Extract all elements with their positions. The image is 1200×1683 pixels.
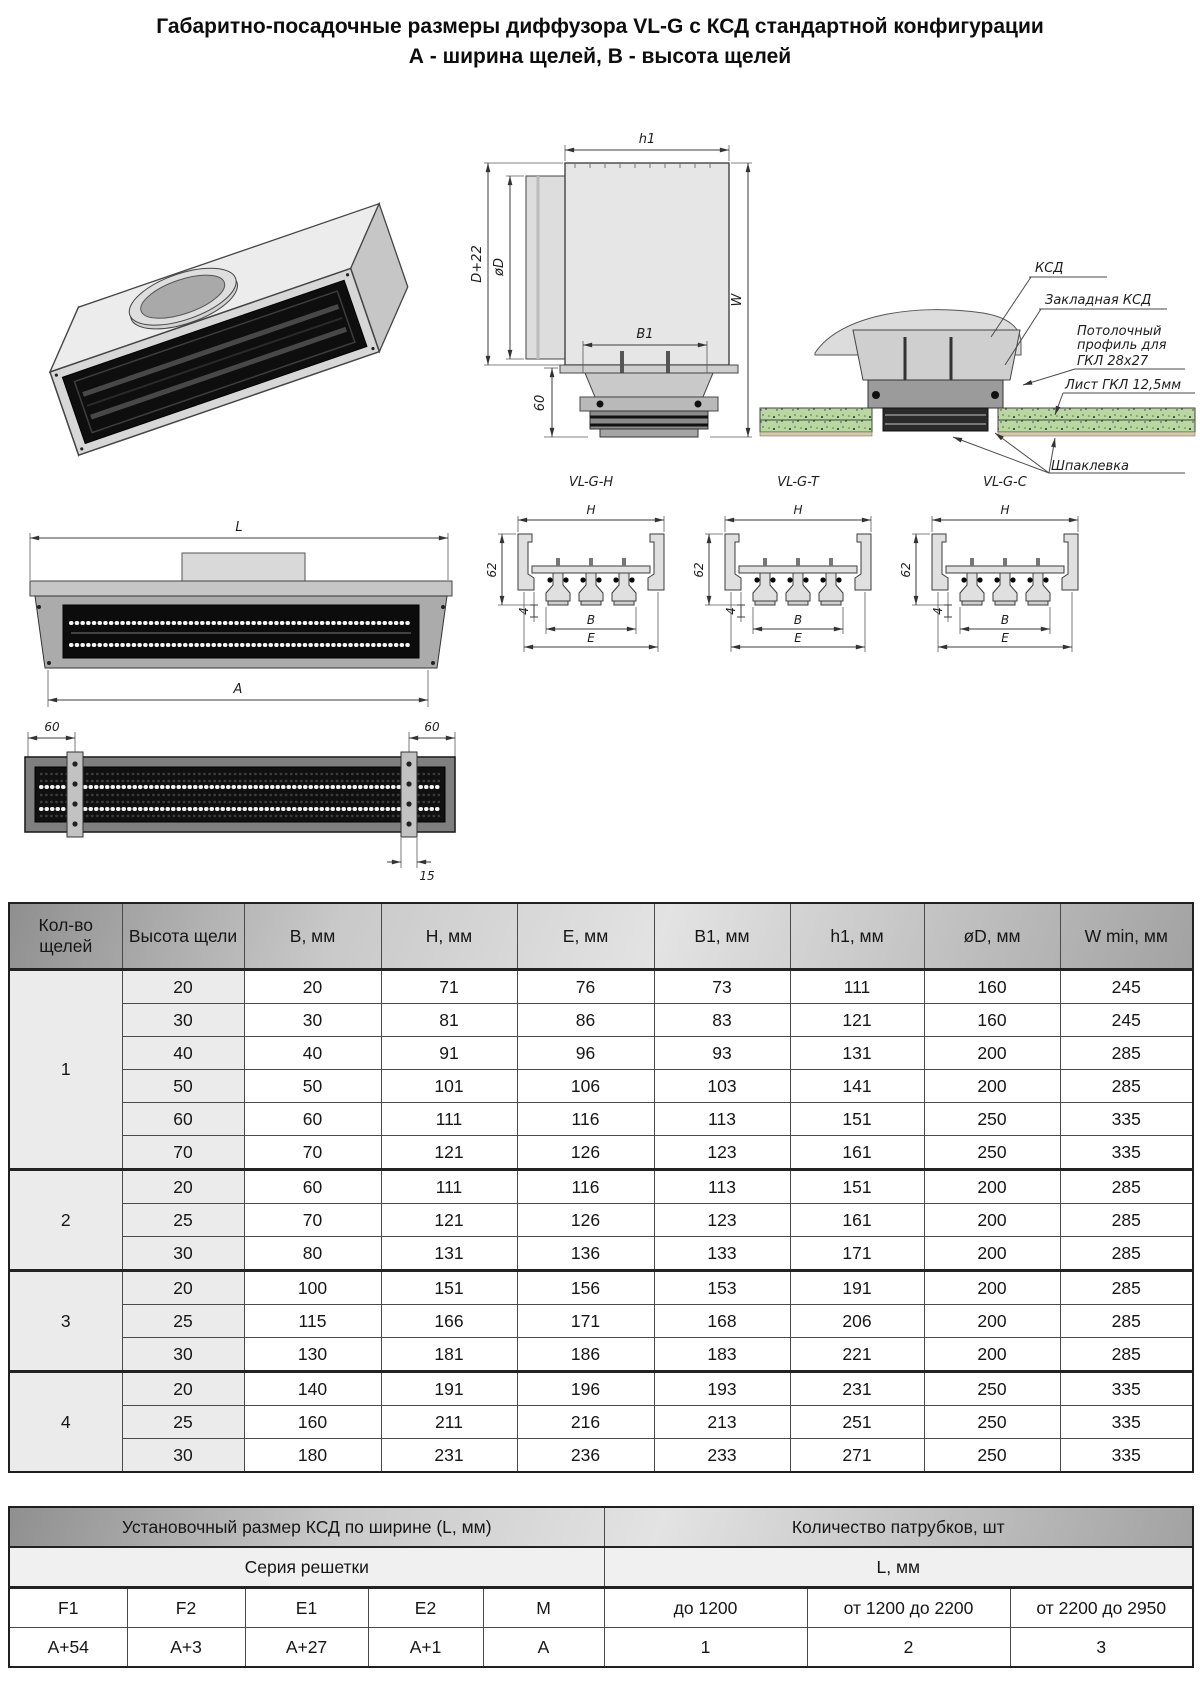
svg-text:B: B [1000, 613, 1010, 627]
header-e: E, мм [517, 903, 654, 970]
dimensions-table [8, 902, 1194, 1473]
dim-label-h1: h1 [638, 132, 656, 147]
value-cell: 133 [654, 1237, 790, 1271]
value-cell: 250 [924, 1372, 1060, 1406]
callout-profile-3: ГКЛ 28х27 [1077, 354, 1149, 369]
svg-text:4: 4 [724, 607, 738, 615]
value-cell: 251 [790, 1406, 924, 1439]
value-cell: 81 [381, 1004, 517, 1037]
value-cell: 171 [790, 1237, 924, 1271]
value-cell: 76 [517, 970, 654, 1004]
main-table-body [9, 970, 1193, 1473]
header-slot-count: Кол-во щелей [9, 903, 122, 970]
value-cell: 200 [924, 1204, 1060, 1237]
svg-text:B: B [793, 613, 803, 627]
value-cell: 160 [924, 1004, 1060, 1037]
callout-putty: Шпаклевка [1051, 459, 1130, 474]
value-cell: 80 [244, 1237, 381, 1271]
value-cell: 86 [517, 1004, 654, 1037]
value-cell: 250 [924, 1439, 1060, 1473]
value-cell: 106 [517, 1070, 654, 1103]
series-col-f1: F1 [9, 1588, 127, 1628]
dim-label-15: 15 [419, 869, 435, 883]
svg-text:H: H [793, 503, 803, 517]
count-val-2: 2 [807, 1628, 1010, 1668]
value-cell: 200 [924, 1271, 1060, 1305]
svg-text:4: 4 [517, 607, 531, 615]
header-slot-height: Высота щели [122, 903, 244, 970]
value-cell: 130 [244, 1338, 381, 1372]
dim-label-l: L [235, 520, 243, 535]
value-cell: 221 [790, 1338, 924, 1372]
series-val-e1: A+27 [245, 1628, 368, 1668]
installation-detail-drawing [755, 245, 1200, 480]
value-cell: 191 [790, 1271, 924, 1305]
header-b1: B1, мм [654, 903, 790, 970]
header-w-min: W min, мм [1060, 903, 1193, 970]
slot-height-cell: 30 [122, 1338, 244, 1372]
slot-height-cell: 50 [122, 1070, 244, 1103]
value-cell: 200 [924, 1170, 1060, 1204]
value-cell: 161 [790, 1204, 924, 1237]
value-cell: 91 [381, 1037, 517, 1070]
side-view-drawing [430, 105, 760, 450]
slot-height-cell: 70 [122, 1136, 244, 1170]
value-cell: 161 [790, 1136, 924, 1170]
value-cell: 123 [654, 1204, 790, 1237]
series-col-e1: E1 [245, 1588, 368, 1628]
range-col-2: от 1200 до 2200 [807, 1588, 1010, 1628]
slot-height-cell: 60 [122, 1103, 244, 1136]
value-cell: 285 [1060, 1204, 1193, 1237]
table-row [9, 1103, 1193, 1136]
value-cell: 115 [244, 1305, 381, 1338]
value-cell: 250 [924, 1136, 1060, 1170]
front-view-drawing [15, 485, 460, 715]
section-label: VL-G-C [983, 475, 1027, 490]
table-row [9, 1439, 1193, 1473]
value-cell: 250 [924, 1103, 1060, 1136]
series-val-e2: A+1 [368, 1628, 483, 1668]
slot-height-cell: 40 [122, 1037, 244, 1070]
value-cell: 40 [244, 1037, 381, 1070]
value-cell: 126 [517, 1136, 654, 1170]
value-cell: 171 [517, 1305, 654, 1338]
value-cell: 211 [381, 1406, 517, 1439]
value-cell: 156 [517, 1271, 654, 1305]
slot-count-cell: 3 [9, 1271, 122, 1372]
summary-table [8, 1506, 1194, 1668]
table-row [9, 1237, 1193, 1271]
value-cell: 116 [517, 1103, 654, 1136]
value-cell: 250 [924, 1406, 1060, 1439]
svg-text:62: 62 [485, 562, 499, 578]
svg-text:H: H [586, 503, 596, 517]
series-col-f2: F2 [127, 1588, 245, 1628]
svg-text:B: B [586, 613, 596, 627]
dim-label-w: W [730, 293, 745, 307]
dim-label-60: 60 [533, 394, 548, 412]
svg-text:62: 62 [692, 562, 706, 578]
value-cell: 101 [381, 1070, 517, 1103]
value-cell: 183 [654, 1338, 790, 1372]
value-cell: 236 [517, 1439, 654, 1473]
value-cell: 216 [517, 1406, 654, 1439]
value-cell: 285 [1060, 1170, 1193, 1204]
value-cell: 100 [244, 1271, 381, 1305]
value-cell: 245 [1060, 1004, 1193, 1037]
series-val-f1: A+54 [9, 1628, 127, 1668]
value-cell: 153 [654, 1271, 790, 1305]
slot-count-cell: 1 [9, 970, 122, 1170]
table-row [9, 1305, 1193, 1338]
dim-label-a: A [233, 682, 243, 697]
range-col-1: до 1200 [604, 1588, 807, 1628]
value-cell: 71 [381, 970, 517, 1004]
value-cell: 271 [790, 1439, 924, 1473]
value-cell: 111 [790, 970, 924, 1004]
value-cell: 131 [381, 1237, 517, 1271]
value-cell: 60 [244, 1103, 381, 1136]
callout-ksd: КСД [1035, 261, 1064, 276]
table-row [9, 1372, 1193, 1406]
page-title-line2: А - ширина щелей, В - высота щелей [408, 45, 792, 69]
dim-label-60-right: 60 [424, 720, 440, 734]
slot-height-cell: 30 [122, 1237, 244, 1271]
svg-text:E: E [1001, 631, 1009, 645]
slot-height-cell: 25 [122, 1305, 244, 1338]
value-cell: 160 [924, 970, 1060, 1004]
series-col-e2: E2 [368, 1588, 483, 1628]
isometric-view-drawing [15, 92, 430, 477]
page-title-line1: Габаритно-посадочные размеры диффузора VL-G с КСД стандартной конфигурации [156, 15, 1044, 38]
summary-subheader-row [9, 1547, 1193, 1588]
summary-header-right: Количество патрубков, шт [604, 1507, 1193, 1547]
table-row [9, 1406, 1193, 1439]
value-cell: 245 [1060, 970, 1193, 1004]
count-val-1: 1 [604, 1628, 807, 1668]
value-cell: 111 [381, 1103, 517, 1136]
slot-count-cell: 2 [9, 1170, 122, 1271]
value-cell: 191 [381, 1372, 517, 1406]
table-row [9, 1204, 1193, 1237]
value-cell: 231 [381, 1439, 517, 1473]
value-cell: 123 [654, 1136, 790, 1170]
value-cell: 113 [654, 1103, 790, 1136]
summary-header-left: Установочный размер КСД по ширине (L, мм) [9, 1507, 604, 1547]
summary-values-row [9, 1628, 1193, 1668]
value-cell: 200 [924, 1070, 1060, 1103]
value-cell: 30 [244, 1004, 381, 1037]
value-cell: 20 [244, 970, 381, 1004]
table-row [9, 1070, 1193, 1103]
value-cell: 285 [1060, 1237, 1193, 1271]
value-cell: 335 [1060, 1439, 1193, 1473]
slot-height-cell: 25 [122, 1204, 244, 1237]
callout-zakladnaya: Закладная КСД [1045, 293, 1152, 308]
value-cell: 285 [1060, 1338, 1193, 1372]
value-cell: 151 [381, 1271, 517, 1305]
series-val-f2: A+3 [127, 1628, 245, 1668]
svg-text:4: 4 [931, 607, 945, 615]
cross-sections-drawing [485, 470, 1108, 680]
value-cell: 213 [654, 1406, 790, 1439]
value-cell: 121 [381, 1136, 517, 1170]
value-cell: 50 [244, 1070, 381, 1103]
slot-height-cell: 20 [122, 970, 244, 1004]
svg-text:E: E [587, 631, 595, 645]
value-cell: 140 [244, 1372, 381, 1406]
section-vl-g-c [899, 475, 1078, 652]
value-cell: 186 [517, 1338, 654, 1372]
value-cell: 111 [381, 1170, 517, 1204]
value-cell: 93 [654, 1037, 790, 1070]
section-vl-g-t [692, 475, 871, 652]
mounting-view-drawing [15, 690, 465, 885]
value-cell: 96 [517, 1037, 654, 1070]
svg-text:E: E [794, 631, 802, 645]
value-cell: 285 [1060, 1037, 1193, 1070]
table-header-row [9, 903, 1193, 970]
value-cell: 121 [381, 1204, 517, 1237]
value-cell: 233 [654, 1439, 790, 1473]
header-phi-d: øD, мм [924, 903, 1060, 970]
series-val-m: A [483, 1628, 604, 1668]
table-row [9, 1170, 1193, 1204]
value-cell: 200 [924, 1037, 1060, 1070]
value-cell: 335 [1060, 1136, 1193, 1170]
table-row [9, 1004, 1193, 1037]
table-row [9, 1136, 1193, 1170]
summary-subheader-right: L, мм [604, 1547, 1193, 1588]
slot-count-cell: 4 [9, 1372, 122, 1473]
callout-gkl-sheet: Лист ГКЛ 12,5мм [1065, 378, 1182, 393]
svg-text:H: H [1000, 503, 1010, 517]
value-cell: 116 [517, 1170, 654, 1204]
summary-header-row [9, 1507, 1193, 1547]
value-cell: 83 [654, 1004, 790, 1037]
value-cell: 103 [654, 1070, 790, 1103]
section-label: VL-G-T [777, 475, 819, 490]
value-cell: 60 [244, 1170, 381, 1204]
value-cell: 113 [654, 1170, 790, 1204]
slot-height-cell: 30 [122, 1004, 244, 1037]
value-cell: 151 [790, 1103, 924, 1136]
header-h1: h1, мм [790, 903, 924, 970]
section-vl-g-h [485, 475, 664, 652]
range-col-3: от 2200 до 2950 [1010, 1588, 1193, 1628]
dim-label-60-left: 60 [44, 720, 60, 734]
dim-label-d-plus-22: D+22 [470, 245, 485, 283]
slot-height-cell: 20 [122, 1271, 244, 1305]
value-cell: 231 [790, 1372, 924, 1406]
summary-series-row [9, 1588, 1193, 1628]
value-cell: 285 [1060, 1070, 1193, 1103]
table-row [9, 1037, 1193, 1070]
value-cell: 121 [790, 1004, 924, 1037]
value-cell: 181 [381, 1338, 517, 1372]
value-cell: 200 [924, 1237, 1060, 1271]
summary-subheader-left: Серия решетки [9, 1547, 604, 1588]
value-cell: 160 [244, 1406, 381, 1439]
value-cell: 180 [244, 1439, 381, 1473]
slot-height-cell: 30 [122, 1439, 244, 1473]
series-col-m: M [483, 1588, 604, 1628]
page-title [0, 12, 1200, 73]
value-cell: 136 [517, 1237, 654, 1271]
dim-label-phi-d: øD [492, 258, 507, 276]
value-cell: 141 [790, 1070, 924, 1103]
value-cell: 193 [654, 1372, 790, 1406]
value-cell: 126 [517, 1204, 654, 1237]
svg-text:62: 62 [899, 562, 913, 578]
value-cell: 151 [790, 1170, 924, 1204]
section-label: VL-G-H [568, 475, 614, 490]
dim-label-b1: B1 [636, 327, 654, 342]
value-cell: 285 [1060, 1271, 1193, 1305]
value-cell: 285 [1060, 1305, 1193, 1338]
value-cell: 73 [654, 970, 790, 1004]
slot-height-cell: 20 [122, 1170, 244, 1204]
slot-height-cell: 25 [122, 1406, 244, 1439]
value-cell: 206 [790, 1305, 924, 1338]
value-cell: 200 [924, 1338, 1060, 1372]
table-row [9, 970, 1193, 1004]
value-cell: 335 [1060, 1406, 1193, 1439]
value-cell: 335 [1060, 1103, 1193, 1136]
value-cell: 70 [244, 1136, 381, 1170]
count-val-3: 3 [1010, 1628, 1193, 1668]
value-cell: 335 [1060, 1372, 1193, 1406]
callout-profile-2: профиль для [1077, 338, 1167, 353]
value-cell: 200 [924, 1305, 1060, 1338]
header-b: B, мм [244, 903, 381, 970]
callout-profile-1: Потолочный [1077, 324, 1162, 339]
table-row [9, 1271, 1193, 1305]
header-h: H, мм [381, 903, 517, 970]
value-cell: 70 [244, 1204, 381, 1237]
table-row [9, 1338, 1193, 1372]
value-cell: 131 [790, 1037, 924, 1070]
value-cell: 168 [654, 1305, 790, 1338]
slot-height-cell: 20 [122, 1372, 244, 1406]
value-cell: 166 [381, 1305, 517, 1338]
value-cell: 196 [517, 1372, 654, 1406]
